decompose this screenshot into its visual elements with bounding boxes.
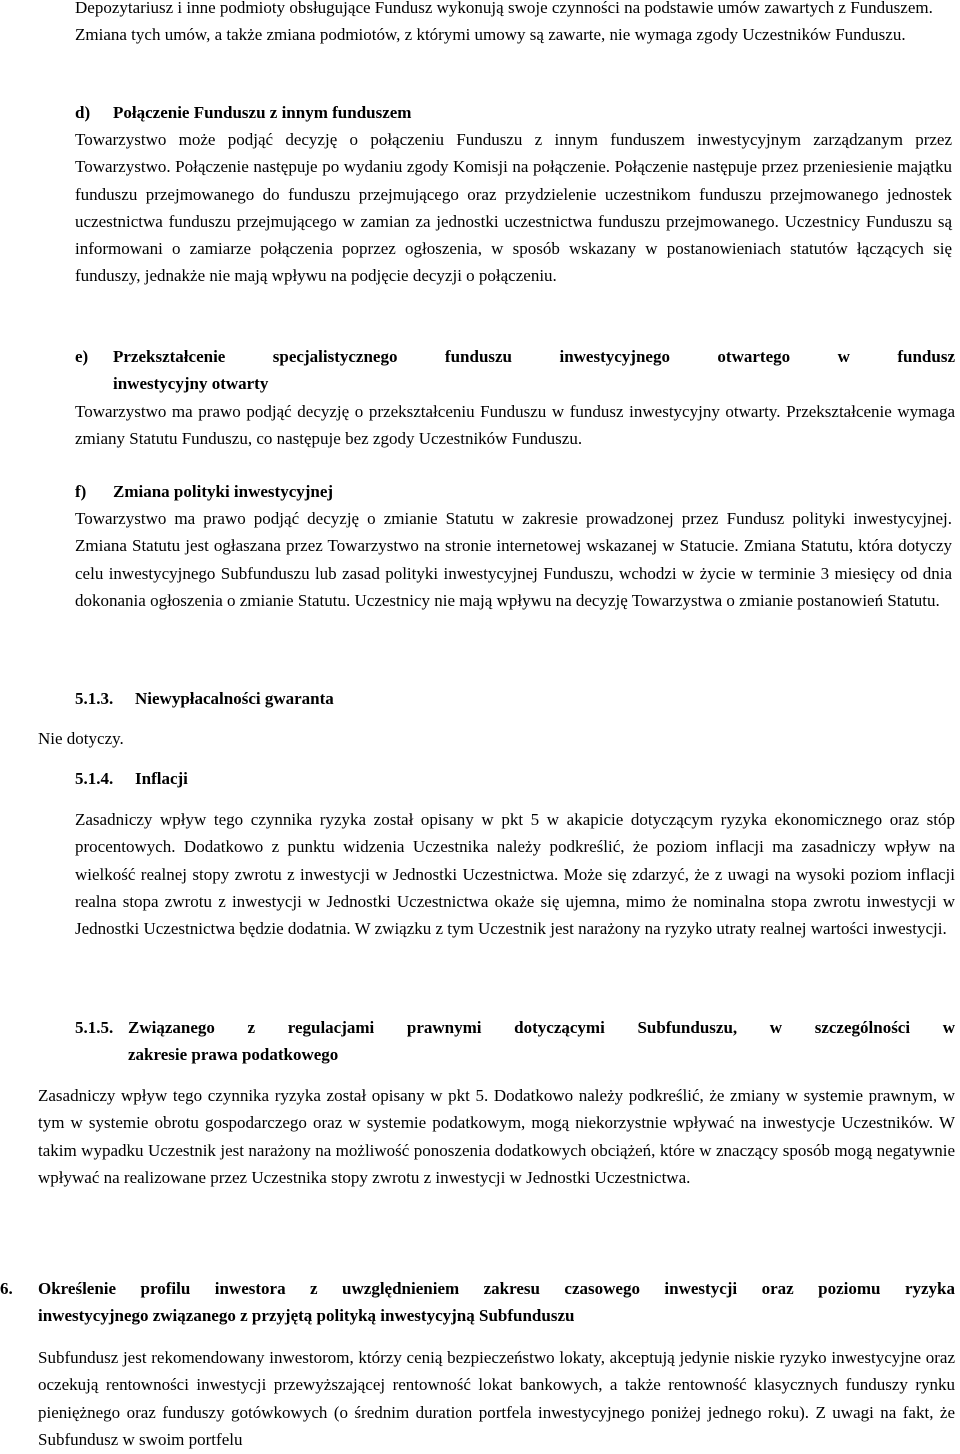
section-515-heading — [75, 1014, 955, 1069]
section-514-title: Inflacji — [135, 769, 188, 788]
section-d-letter: d) — [75, 103, 91, 122]
section-513-number: 5.1.3. — [75, 689, 114, 708]
section-514-heading — [75, 765, 188, 792]
section-6-title-line2: inwestycyjnego związanego z przyjętą polityką inwestycyjną Subfunduszu — [38, 1306, 575, 1326]
section-513-heading — [75, 685, 334, 712]
section-513-title: Niewypłacalności gwaranta — [135, 689, 334, 708]
section-f-body: Towarzystwo ma prawo podjąć decyzję o zmianie Statutu w zakresie prowadzonej przez Fundusz polityki inwestycyjnej. Zmiana Statutu jest ogłaszana przez Towarzystwo na stronie internetowej wskazanej w Statucie. Zmiana Statutu, która dotyczy celu inwestycyjnego Subfunduszu lub zasad polityki inwestycyjnej Funduszu, wchodzi w życie w terminie 3 miesięcy od dnia dokonania ogłoszenia o zmianie Statutu. Uczestnicy nie mają wpływu na decyzję Towarzystwa o zmianie postanowień Statutu. — [75, 509, 952, 610]
section-513-body: Nie dotyczy. — [38, 729, 124, 748]
section-514-number: 5.1.4. — [75, 769, 114, 788]
section-d-title: Połączenie Funduszu z innym funduszem — [113, 103, 412, 122]
section-e-title-line1: Przekształcenie specjalistycznego funduszu inwestycyjnego otwartego w fundusz — [113, 347, 955, 366]
section-6-body: Subfundusz jest rekomendowany inwestorom, którzy cenią bezpieczeństwo lokaty, akceptują jedynie niskie ryzyko inwestycyjne oraz oczekują rentowności inwestycji przewyższającej rentowność lokat bankowych, a także rentowność klasycznych funduszy rynku pieniężnego oraz funduszy gotówkowych (o średnim duration portfela inwestycyjnego poniżej jednego roku). Z uwagi na fakt, że Subfundusz w swoim portfelu — [38, 1348, 955, 1449]
section-e-letter: e) — [75, 347, 89, 366]
section-e-heading — [75, 343, 955, 398]
section-f-heading — [75, 478, 333, 505]
section-515-number: 5.1.5. — [75, 1018, 114, 1037]
section-f-title: Zmiana polityki inwestycyjnej — [113, 482, 334, 501]
section-e-title-line2: inwestycyjny otwarty — [113, 374, 269, 394]
section-d-body: Towarzystwo może podjąć decyzję o połączeniu Funduszu z innym funduszem inwestycyjnym zarządzanym przez Towarzystwo. Połączenie następuje po wydaniu zgody Komisji na połączenie. Połączenie następuje przez przeniesienie majątku funduszu przejmowanego do funduszu przejmującego oraz przydzielenie uczestnikom funduszu przejmowanego jednostek uczestnictwa funduszu przejmującego w zamian za jednostki uczestnictwa funduszu przejmowanego. Uczestnicy Funduszu są informowani o zamiarze połączenia poprzez ogłoszenia, w sposób wskazany w postanowieniach statutów łączących się funduszy, jednakże nie mają wpływu na podjęcie decyzji o połączeniu. — [75, 130, 952, 286]
section-6-heading — [0, 1275, 955, 1330]
section-f-letter: f) — [75, 482, 87, 501]
section-6-title-line1: Określenie profilu inwestora z uwzględnieniem zakresu czasowego inwestycji oraz poziomu ryzyka — [38, 1279, 955, 1298]
section-514-body: Zasadniczy wpływ tego czynnika ryzyka został opisany w pkt 5 w akapicie dotyczącym ryzyka ekonomicznego oraz stóp procentowych. Dodatkowo z punktu widzenia Uczestnika należy podkreślić, że poziom inflacji ma zasadniczy wpływ na wielkość realnej stopy zwrotu z inwestycji w Jednostki Uczestnictwa. Może się zdarzyć, że z uwagi na wysoki poziom inflacji realna stopa zwrotu z inwestycji w Jednostki Uczestnictwa okaże się ujemna, mimo że nominalna stopa zwrotu inwestycji w Jednostki Uczestnictwa będzie dodatnia. W związku z tym Uczestnik jest narażony na ryzyko utraty realnej wartości inwestycji. — [75, 810, 955, 939]
section-515-title-line1: Związanego z regulacjami prawnymi dotyczącymi Subfunduszu, w szczególności w — [128, 1018, 955, 1037]
section-515-body: Zasadniczy wpływ tego czynnika ryzyka został opisany w pkt 5. Dodatkowo należy podkreślić, że zmiany w systemie prawnym, w tym w systemie obrotu gospodarczego oraz w systemie podatkowym, mogą niekorzystnie wpływać na inwestycje Uczestników. W takim wypadku Uczestnik jest narażony na możliwość ponoszenia dodatkowych obciążeń, które w znaczący sposób mogą negatywnie wpływać na realizowane przez Uczestnika stopy zwrotu z inwestycji w Jednostki Uczestnictwa. — [38, 1086, 955, 1187]
section-e-body: Towarzystwo ma prawo podjąć decyzję o przekształceniu Funduszu w fundusz inwestycyjny otwarty. Przekształcenie wymaga zmiany Statutu Funduszu, co następuje bez zgody Uczestników Funduszu. — [75, 402, 955, 449]
section-515-title-line2: zakresie prawa podatkowego — [128, 1045, 339, 1065]
section-d-heading — [75, 99, 411, 126]
intro-paragraph: Depozytariusz i inne podmioty obsługujące Fundusz wykonują swoje czynności na podstawie umów zawartych z Funduszem. Zmiana tych umów, a także zmiana podmiotów, z którymi umowy są zawarte, nie wymaga zgody Uczestników Funduszu. — [75, 0, 933, 45]
section-6-number: 6. — [0, 1279, 13, 1298]
